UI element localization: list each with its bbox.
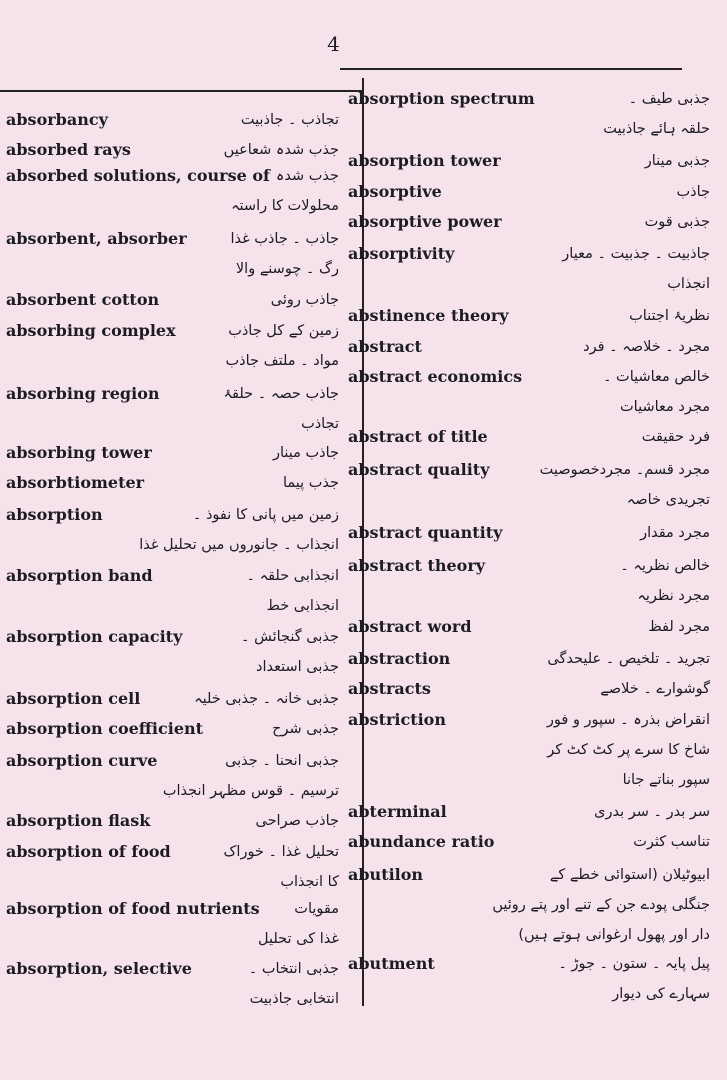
entry-urdu-definition: تحلیل غذا ۔ خوراک <box>223 844 339 860</box>
entry-urdu-definition: زمین کے کل جاذب <box>228 323 339 339</box>
entry-urdu-definition: مقویات <box>294 901 339 917</box>
page-number: 4 <box>327 32 340 56</box>
entry-urdu-definition: مجرد معاشیات <box>620 399 710 415</box>
entry-urdu-definition: انجذاب <box>667 276 710 292</box>
entry-urdu-definition: جذب شدہ <box>275 168 339 184</box>
entry-urdu-definition: انجذابی حلقہ ۔ <box>246 568 339 584</box>
entry-urdu-definition: جاذب ۔ جاذب غذا <box>230 231 339 247</box>
entry-urdu-definition: پیل پایہ ۔ ستون ۔ جوڑ ۔ <box>558 956 710 972</box>
entry-urdu-definition: جذب شدہ شعاعیں <box>223 142 339 158</box>
entry-urdu-definition: خالص معاشیات ۔ <box>602 369 710 385</box>
entry-term: absorbent cotton <box>6 290 160 309</box>
entry-term: abstinence theory <box>348 306 509 325</box>
entry-term: absorption of food <box>6 842 171 861</box>
entry-term: abstract quality <box>348 460 490 479</box>
entry-term: absorption of food nutrients <box>6 899 260 918</box>
entry-term: abundance ratio <box>348 832 495 851</box>
entry-urdu-definition: دار اور پھول ارغوانی ہوتے ہیں) <box>518 927 710 943</box>
entry-urdu-definition: انقراض بذرہ ۔ سپور و فور <box>546 712 710 728</box>
entry-term: abutment <box>348 954 435 973</box>
entry-urdu-definition: جاذب صراحی <box>255 813 339 829</box>
entry-urdu-definition: حلقہ ہائے جاذبیت <box>603 121 710 137</box>
entry-urdu-definition: گوشوارے ۔ خلاصے <box>600 681 710 697</box>
entry-urdu-definition: جاذب حصہ ۔ حلقۂ <box>223 386 339 402</box>
entry-term: absorptivity <box>348 244 455 263</box>
entry-term: absorbancy <box>6 110 108 129</box>
entry-urdu-definition: جاذب <box>676 184 710 200</box>
entry-urdu-definition: زمین میں پانی کا نفوذ ۔ <box>192 507 339 523</box>
entry-term: abstract word <box>348 617 472 636</box>
entry-urdu-definition: مجرد قسم۔ مجردخصوصیت <box>539 462 710 478</box>
entry-term: absorbed solutions, course of <box>6 166 270 185</box>
entry-urdu-definition: سر بدر ۔ سر بدری <box>594 804 710 820</box>
entry-term: absorption <box>6 505 103 524</box>
entry-term: absorbing complex <box>6 321 176 340</box>
entry-term: absorptive <box>348 182 442 201</box>
entry-urdu-definition: انجذابی خط <box>266 598 339 614</box>
entry-urdu-definition: جذبی قوت <box>644 214 710 230</box>
entry-urdu-definition: جذبی انحنا ۔ جذبی <box>225 753 339 769</box>
entry-term: abstract theory <box>348 556 486 575</box>
entry-urdu-definition: مجرد نظریہ <box>637 588 710 604</box>
entry-term: abstracts <box>348 679 431 698</box>
entry-term: abstract quantity <box>348 523 503 542</box>
entry-term: absorption, selective <box>6 959 192 978</box>
entry-urdu-definition: مواد ۔ ملتف جاذب <box>225 353 339 369</box>
entry-urdu-definition: ابیوٹیلان (استوائی خطے کے <box>549 867 710 883</box>
entry-term: abstract economics <box>348 367 523 386</box>
top-rule-right <box>340 68 682 70</box>
entry-urdu-definition: ترسیم ۔ قوس مظہر انجذاب <box>162 783 339 799</box>
entry-term: abstriction <box>348 710 446 729</box>
entry-urdu-definition: جاذب مینار <box>272 445 339 461</box>
entry-urdu-definition: تجاذب <box>301 416 339 432</box>
entry-urdu-definition: محلولات کا راستہ <box>231 198 339 214</box>
entry-urdu-definition: جاذب روئی <box>270 292 339 308</box>
entry-term: abterminal <box>348 802 447 821</box>
entry-urdu-definition: انتخابی جاذبیت <box>249 991 339 1007</box>
entry-urdu-definition: غذا کی تحلیل <box>258 931 339 947</box>
entry-urdu-definition: مجرد لفظ <box>648 619 710 635</box>
entry-term: absorptive power <box>348 212 502 231</box>
entry-term: absorption coefficient <box>6 719 204 738</box>
entry-urdu-definition: جذبی شرح <box>272 721 339 737</box>
entry-urdu-definition: جنگلی پودے جن کے تنے اور پتے روئیں <box>492 897 710 913</box>
entry-term: absorption curve <box>6 751 158 770</box>
entry-term: abstraction <box>348 649 451 668</box>
entry-term: absorption cell <box>6 689 141 708</box>
entry-urdu-definition: جذبی مینار <box>644 153 710 169</box>
entry-term: absorption capacity <box>6 627 183 646</box>
entry-urdu-definition: جذبی گنجائش ۔ <box>241 629 339 645</box>
entry-term: absorbtiometer <box>6 473 145 492</box>
entry-urdu-definition: تجریدی خاصہ <box>626 492 710 508</box>
entry-term: absorbing tower <box>6 443 152 462</box>
entry-urdu-definition: جذبی انتخاب ۔ <box>248 961 339 977</box>
entry-urdu-definition: سہارے کی دیوار <box>612 986 710 1002</box>
entry-urdu-definition: جذبی خانہ ۔ جذبی خلیہ <box>194 691 339 707</box>
entry-term: absorption tower <box>348 151 501 170</box>
entry-urdu-definition: انجذاب ۔ جانوروں میں تحلیل غذا <box>139 537 339 553</box>
entry-urdu-definition: جذبی استعداد <box>256 659 339 675</box>
entry-urdu-definition: رگ ۔ چوسنے والا <box>235 261 339 277</box>
entry-term: absorption band <box>6 566 153 585</box>
entry-urdu-definition: خالص نظریہ ۔ <box>620 558 710 574</box>
entry-term: abstract <box>348 337 422 356</box>
entry-urdu-definition: جذب پیما <box>282 475 339 491</box>
entry-term: absorption spectrum <box>348 89 535 108</box>
entry-urdu-definition: شاخ کا سرے پر کٹ کٹ کر <box>547 742 710 758</box>
entry-urdu-definition: جاذبیت ۔ جذبیت ۔ معیار <box>562 246 710 262</box>
top-rule-left <box>0 90 362 92</box>
entry-term: absorbed rays <box>6 140 131 159</box>
entry-urdu-definition: جذبی طیف ۔ <box>628 91 710 107</box>
entry-term: absorbent, absorber <box>6 229 187 248</box>
entry-term: abutilon <box>348 865 424 884</box>
entry-term: abstract of title <box>348 427 488 446</box>
entry-urdu-definition: تجرید ۔ تلخیص ۔ علیحدگی <box>547 651 710 667</box>
entry-urdu-definition: مجرد ۔ خلاصہ ۔ فرد <box>583 339 710 355</box>
entry-term: absorbing region <box>6 384 160 403</box>
entry-urdu-definition: سپور بناتے جانا <box>622 772 710 788</box>
entry-urdu-definition: فرد حقیقت <box>641 429 710 445</box>
entry-urdu-definition: نظریۂ اجتناب <box>629 308 710 324</box>
entry-urdu-definition: مجرد مقدار <box>640 525 710 541</box>
entry-term: absorption flask <box>6 811 151 830</box>
entry-urdu-definition: تجاذب ۔ جاذبیت <box>240 112 339 128</box>
entry-urdu-definition: کا انجذاب <box>280 874 339 890</box>
entry-urdu-definition: تناسب کثرت <box>633 834 710 850</box>
